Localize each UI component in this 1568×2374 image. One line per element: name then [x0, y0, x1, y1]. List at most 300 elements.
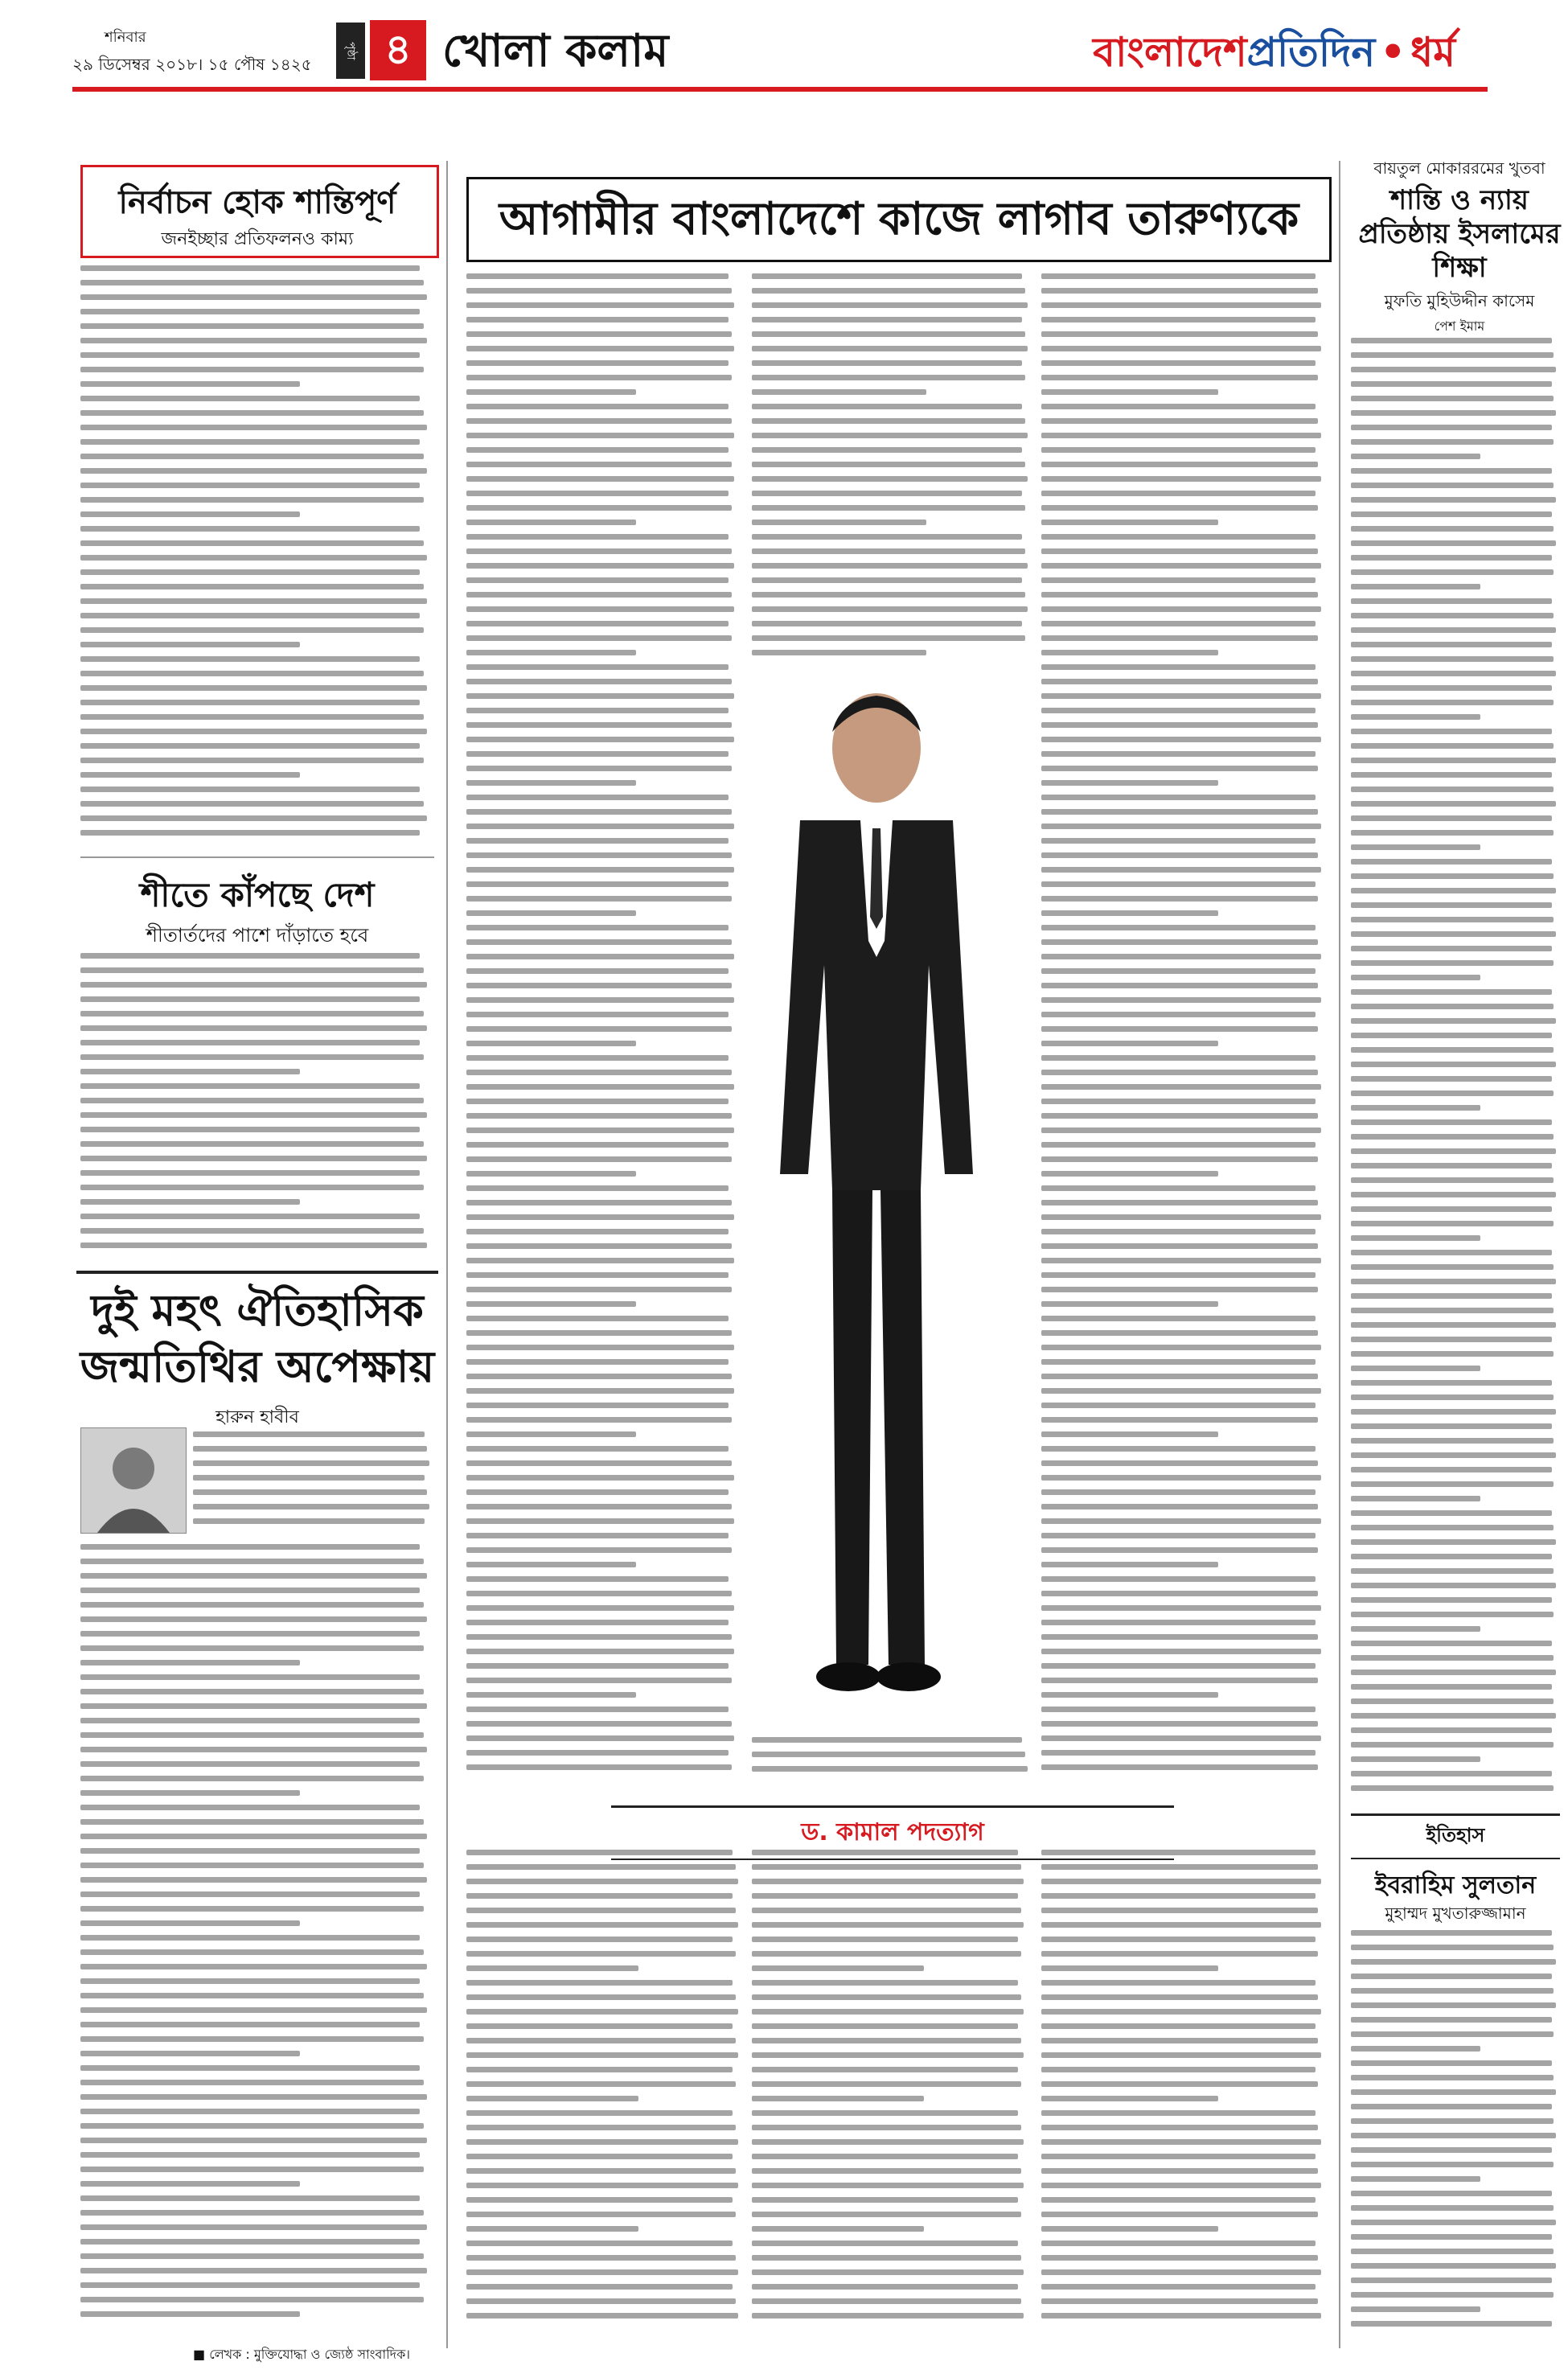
text-line	[752, 2255, 1021, 2261]
text-line	[1351, 917, 1554, 922]
history-author: হারুন হাবীব	[215, 1407, 299, 1427]
text-line	[80, 323, 424, 329]
text-line	[1351, 1612, 1554, 1617]
text-line	[1041, 910, 1218, 916]
header-rule	[72, 87, 1488, 92]
text-line	[193, 1475, 425, 1481]
text-line	[80, 1054, 424, 1060]
text-line	[752, 1752, 1025, 1757]
text-line	[1351, 2162, 1554, 2167]
text-line	[1041, 852, 1318, 858]
text-line	[1351, 2321, 1552, 2327]
text-line	[1351, 902, 1552, 908]
column-divider	[446, 161, 448, 2348]
text-line	[466, 2023, 733, 2029]
text-line	[80, 1790, 300, 1796]
text-line	[80, 1602, 424, 1608]
text-line	[80, 2007, 427, 2013]
text-line	[752, 2313, 1024, 2319]
cold-title: শীতে কাঁপছে দেশ	[140, 875, 375, 914]
text-line	[1041, 1922, 1321, 1928]
text-line	[1351, 1409, 1556, 1415]
text-line	[1041, 606, 1321, 612]
text-line	[466, 708, 729, 713]
text-line	[466, 2052, 738, 2058]
text-line	[1041, 1229, 1316, 1234]
text-line	[193, 1460, 429, 1466]
text-line	[1041, 1041, 1218, 1046]
text-line	[752, 476, 1028, 482]
text-line	[80, 584, 424, 589]
text-line	[80, 1156, 427, 1161]
history-body	[80, 1544, 434, 2332]
text-line	[466, 1316, 729, 1321]
text-line	[80, 1040, 420, 1045]
text-line	[1351, 1974, 1552, 1979]
text-line	[1041, 2110, 1316, 2116]
text-line	[80, 2022, 420, 2027]
text-line	[1351, 1930, 1552, 1936]
text-line	[466, 1764, 732, 1770]
text-line	[1041, 2241, 1316, 2246]
text-line	[80, 1863, 424, 1868]
text-line	[752, 302, 1028, 308]
text-line	[466, 1446, 729, 1452]
election-title: নির্বাচন হোক শান্তিপূর্ণ	[118, 184, 396, 221]
text-line	[752, 563, 1028, 569]
text-line	[752, 2009, 1024, 2015]
text-line	[80, 540, 424, 546]
text-line	[80, 1949, 424, 1955]
text-line	[1041, 621, 1316, 626]
text-line	[80, 1242, 427, 1248]
text-line	[1351, 975, 1480, 980]
brand-sub: প্রতিদিন	[1246, 29, 1376, 76]
text-line	[1041, 2125, 1318, 2130]
text-line	[752, 534, 1022, 540]
text-line	[466, 2168, 736, 2174]
khutba-author: মুফতি মুহিউদ্দীন কাসেম	[1384, 291, 1535, 310]
text-line	[466, 852, 732, 858]
text-line	[752, 1994, 1021, 2000]
text-line	[80, 468, 427, 474]
text-line	[466, 1692, 636, 1698]
text-line	[466, 404, 729, 409]
text-line	[80, 2167, 424, 2172]
text-line	[80, 569, 420, 575]
text-line	[1351, 642, 1552, 647]
election-body	[80, 265, 434, 844]
text-line	[1351, 2234, 1552, 2240]
text-line	[752, 2154, 1018, 2159]
text-line	[466, 606, 734, 612]
text-line	[1041, 1084, 1321, 1090]
text-line	[1041, 592, 1318, 598]
text-line	[1351, 1250, 1552, 1255]
history-title: দুই মহৎ ঐতিহাসিক জন্মতিথির অপেক্ষায়	[80, 1285, 435, 1392]
text-line	[1041, 577, 1316, 583]
text-line	[80, 787, 420, 792]
text-line	[1041, 1591, 1318, 1596]
section-title: খোলা কলাম	[442, 25, 669, 77]
text-line	[1351, 540, 1556, 546]
text-line	[1351, 2220, 1556, 2225]
text-line	[466, 1489, 729, 1495]
text-line	[1351, 685, 1552, 691]
text-line	[466, 592, 732, 598]
text-line	[1351, 1727, 1552, 1733]
text-line	[80, 982, 427, 988]
text-line	[1351, 1076, 1552, 1082]
text-line	[466, 1735, 734, 1741]
text-line	[1351, 1539, 1556, 1545]
text-line	[466, 1431, 636, 1437]
text-line	[1041, 1359, 1316, 1365]
text-line	[466, 881, 729, 887]
text-line	[80, 309, 420, 314]
text-line	[1351, 960, 1554, 966]
text-line	[1041, 2052, 1321, 2058]
text-line	[466, 1099, 729, 1104]
text-line	[1041, 476, 1321, 482]
text-line	[1041, 462, 1318, 467]
text-line	[1041, 1707, 1316, 1712]
text-line	[752, 520, 926, 525]
text-line	[466, 1504, 732, 1509]
text-line	[466, 1200, 732, 1205]
text-line	[1351, 2292, 1554, 2298]
column-divider	[1339, 161, 1340, 2348]
text-line	[752, 462, 1025, 467]
text-line	[1041, 1460, 1318, 1466]
text-line	[1041, 2023, 1316, 2029]
text-line	[1351, 598, 1552, 604]
ibrahim-title: ইবরাহিম সুলতান	[1374, 1871, 1537, 1900]
text-line	[1041, 1214, 1321, 1220]
text-line	[1351, 2191, 1552, 2196]
text-line	[466, 679, 732, 684]
text-line	[466, 1591, 732, 1596]
text-line	[752, 317, 1022, 322]
main-headline: আগামীর বাংলাদেশে কাজে লাগাব তারুণ্যকে	[466, 177, 1332, 262]
text-line	[80, 2109, 420, 2114]
text-line	[1041, 346, 1321, 351]
text-line	[1041, 2154, 1316, 2159]
text-line	[466, 1980, 733, 1986]
text-line	[80, 265, 420, 271]
text-line	[1041, 1243, 1318, 1249]
text-line	[1351, 2017, 1552, 2023]
text-line	[1041, 1171, 1218, 1177]
text-line	[1041, 2038, 1318, 2043]
text-line	[80, 1834, 427, 1839]
text-line	[1041, 1965, 1218, 1971]
text-line	[1351, 396, 1554, 401]
text-line	[1041, 1850, 1316, 1855]
text-line	[1041, 331, 1318, 337]
text-line	[752, 389, 926, 395]
text-line	[1351, 1698, 1554, 1704]
text-line	[1041, 1620, 1316, 1625]
text-line	[1041, 1663, 1316, 1669]
text-line	[466, 2284, 733, 2290]
text-line	[752, 360, 1022, 366]
text-line	[1351, 1105, 1480, 1111]
text-line	[466, 1171, 636, 1177]
text-line	[752, 1893, 1018, 1899]
text-line	[466, 1055, 729, 1061]
text-line	[466, 1156, 732, 1162]
text-line	[80, 801, 424, 807]
text-line	[1351, 1771, 1552, 1776]
text-line	[1351, 2002, 1556, 2008]
text-line	[1351, 1308, 1554, 1313]
text-line	[1351, 2089, 1556, 2095]
text-line	[1351, 1394, 1554, 1400]
text-line	[80, 1559, 424, 1564]
text-line	[466, 621, 729, 626]
text-line	[466, 1518, 734, 1524]
text-line	[1041, 2313, 1321, 2319]
text-line	[1041, 1980, 1316, 1986]
text-line	[1041, 302, 1321, 308]
text-line	[1351, 1322, 1556, 1328]
text-line	[1351, 1380, 1552, 1386]
text-line	[80, 2195, 420, 2201]
text-line	[1041, 1951, 1318, 1957]
text-line	[1351, 497, 1556, 503]
text-line	[1351, 1655, 1554, 1661]
text-line	[752, 2110, 1018, 2116]
text-line	[1351, 1192, 1556, 1197]
text-line	[1351, 1467, 1552, 1472]
text-line	[80, 425, 427, 430]
text-line	[752, 650, 926, 655]
text-line	[1041, 896, 1318, 902]
text-line	[1351, 483, 1554, 488]
text-line	[1351, 2306, 1480, 2312]
text-line	[1351, 989, 1552, 995]
text-line	[1351, 873, 1554, 879]
text-line	[466, 2183, 738, 2188]
khutba-kicker: বায়তুল মোকাররমের খুতবা	[1373, 158, 1545, 178]
text-line	[466, 1026, 732, 1032]
text-line	[80, 1645, 424, 1651]
text-line	[752, 346, 1028, 351]
text-line	[1351, 1597, 1552, 1603]
text-line	[1041, 1142, 1316, 1148]
text-line	[80, 1616, 427, 1622]
text-line	[466, 1850, 733, 1855]
text-line	[1351, 1351, 1554, 1357]
text-line	[752, 2125, 1021, 2130]
text-line	[466, 1562, 636, 1567]
text-line	[1351, 338, 1552, 343]
text-line	[466, 939, 732, 945]
text-line	[466, 1185, 729, 1191]
text-line	[1041, 1721, 1318, 1727]
text-line	[1351, 1177, 1554, 1183]
text-line	[1351, 844, 1480, 850]
writer-note: ■ লেখক : মুক্তিযোদ্ধা ও জ্যেষ্ঠ সাংবাদিক।	[193, 2347, 410, 2362]
text-line	[466, 1113, 732, 1119]
text-line	[1351, 2277, 1552, 2283]
text-line	[193, 1518, 425, 1524]
text-line	[466, 548, 732, 554]
text-line	[752, 1737, 1022, 1743]
divider	[76, 1271, 438, 1274]
text-line	[466, 317, 729, 322]
text-line	[80, 1214, 420, 1219]
text-line	[752, 2183, 1024, 2188]
text-line	[80, 830, 420, 836]
text-line	[1041, 1055, 1316, 1061]
text-line	[1041, 1692, 1218, 1698]
text-line	[1351, 815, 1552, 821]
text-line	[466, 288, 732, 294]
text-line	[466, 664, 729, 670]
text-line	[466, 1229, 729, 1234]
text-line	[1041, 2183, 1321, 2188]
text-line	[752, 2212, 1021, 2217]
text-line	[466, 302, 734, 308]
text-line	[80, 642, 300, 647]
text-line	[466, 2212, 736, 2217]
text-line	[1351, 729, 1552, 734]
divider	[80, 856, 434, 858]
text-line	[1351, 2060, 1552, 2066]
text-line	[1351, 1090, 1554, 1096]
text-line	[80, 2123, 424, 2129]
text-line	[1041, 1764, 1318, 1770]
text-line	[1041, 1678, 1318, 1683]
text-line	[80, 1978, 420, 1984]
cold-body	[80, 953, 434, 1259]
text-line	[80, 1689, 424, 1694]
text-line	[80, 1718, 420, 1723]
text-line	[466, 2255, 736, 2261]
text-line	[1041, 1388, 1321, 1394]
text-line	[1041, 1330, 1318, 1336]
text-line	[80, 598, 427, 604]
text-line	[466, 2139, 738, 2145]
text-line	[466, 1937, 733, 1942]
text-line	[80, 1747, 427, 1752]
khutba-header	[1351, 157, 1568, 338]
text-line	[1041, 708, 1316, 713]
text-line	[466, 360, 729, 366]
text-line	[80, 700, 420, 705]
text-line	[466, 2110, 733, 2116]
text-line	[80, 439, 420, 445]
text-line	[1041, 2298, 1318, 2304]
text-line	[1041, 824, 1321, 829]
text-line	[1351, 1583, 1556, 1588]
text-line	[1041, 1735, 1321, 1741]
text-line	[1041, 273, 1316, 279]
text-line	[466, 983, 732, 988]
text-line	[80, 294, 427, 300]
text-line	[752, 2023, 1018, 2029]
text-line	[80, 338, 427, 343]
text-line	[1041, 650, 1218, 655]
text-line	[80, 497, 424, 503]
text-line	[1351, 1525, 1554, 1530]
text-line	[1041, 389, 1218, 395]
text-line	[193, 1431, 425, 1437]
text-line	[1351, 1438, 1554, 1444]
text-line	[466, 476, 734, 482]
text-line	[80, 1170, 420, 1176]
text-line	[1351, 1670, 1556, 1675]
text-line	[466, 577, 729, 583]
interview-col-2-bottom	[752, 1737, 1033, 1785]
text-line	[752, 2096, 924, 2101]
text-line	[752, 1864, 1021, 1870]
text-line	[466, 867, 734, 873]
text-line	[1351, 1481, 1554, 1487]
interview-col-1	[466, 273, 740, 1785]
text-line	[1041, 1200, 1318, 1205]
text-line	[1041, 780, 1218, 786]
text-line	[1351, 671, 1556, 676]
text-line	[466, 273, 729, 279]
text-line	[466, 1301, 636, 1307]
text-line	[80, 1935, 420, 1941]
brand-main: বাংলাদেশ	[1093, 29, 1247, 76]
text-line	[80, 483, 420, 488]
text-line	[466, 2298, 736, 2304]
text-line	[1351, 584, 1480, 589]
text-line	[80, 1848, 420, 1854]
text-line	[1351, 555, 1552, 561]
text-line	[1041, 491, 1316, 496]
text-line	[80, 671, 424, 676]
text-line	[466, 2067, 733, 2072]
text-line	[1351, 526, 1554, 532]
text-line	[752, 404, 1022, 409]
text-line	[1351, 946, 1552, 951]
text-line	[80, 743, 420, 749]
text-line	[466, 462, 732, 467]
text-line	[466, 389, 636, 395]
text-line	[1041, 968, 1316, 974]
text-line	[1351, 613, 1554, 618]
text-line	[1351, 1293, 1552, 1299]
text-line	[1041, 795, 1316, 800]
text-line	[80, 2036, 424, 2042]
kamal-col-2	[752, 1850, 1029, 2340]
text-line	[80, 1805, 420, 1810]
text-line	[1041, 1547, 1318, 1553]
text-line	[1351, 627, 1556, 633]
text-line	[1041, 447, 1316, 453]
text-line	[1351, 454, 1480, 459]
text-line	[1041, 925, 1316, 930]
text-line	[466, 1707, 729, 1712]
text-line	[80, 1761, 420, 1767]
text-line	[752, 548, 1025, 554]
text-line	[1041, 751, 1316, 757]
text-line	[1351, 1568, 1554, 1574]
text-line	[752, 2168, 1021, 2174]
text-line	[80, 1098, 424, 1103]
text-line	[466, 925, 729, 930]
text-line	[466, 1908, 736, 1913]
text-line	[1041, 563, 1321, 569]
text-line	[80, 454, 424, 459]
text-line	[80, 2152, 420, 2158]
